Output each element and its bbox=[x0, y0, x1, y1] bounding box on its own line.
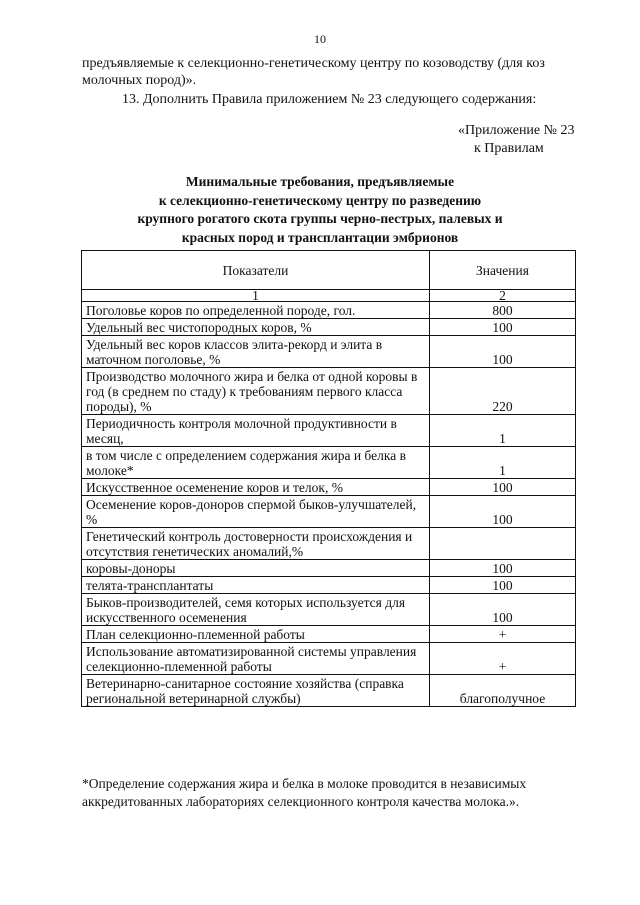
value-cell: 100 bbox=[430, 479, 576, 496]
title-line: крупного рогатого скота группы черно-пестрых, палевых и bbox=[137, 211, 503, 226]
indicator-cell: Поголовье коров по определенной породе, гол. bbox=[82, 302, 430, 319]
requirements-table bbox=[81, 250, 576, 707]
header-indicators: Показатели bbox=[82, 251, 430, 290]
indicator-cell: Периодичность контроля молочной продуктивности в месяц, bbox=[82, 415, 430, 447]
table-row bbox=[82, 302, 576, 319]
document-title bbox=[80, 173, 560, 247]
indicator-cell: Удельный вес коров классов элита-рекорд и элита в маточном поголовье, % bbox=[82, 336, 430, 368]
value-cell: 1 bbox=[430, 415, 576, 447]
column-number: 2 bbox=[430, 290, 576, 302]
table-row bbox=[82, 577, 576, 594]
indicator-cell: Осеменение коров-доноров спермой быков-улучшателей, % bbox=[82, 496, 430, 528]
table-row bbox=[82, 496, 576, 528]
table-row bbox=[82, 626, 576, 643]
table-row bbox=[82, 594, 576, 626]
indicator-cell: в том числе с определением содержания жира и белка в молоке* bbox=[82, 447, 430, 479]
table-row bbox=[82, 643, 576, 675]
table-row bbox=[82, 336, 576, 368]
indicator-cell: Производство молочного жира и белка от одной коровы в год (в среднем по стаду) к требованиям первого класса породы), % bbox=[82, 368, 430, 415]
value-cell: + bbox=[430, 626, 576, 643]
page-number: 10 bbox=[314, 32, 326, 46]
value-cell: 100 bbox=[430, 594, 576, 626]
table-row bbox=[82, 528, 576, 560]
value-cell: 100 bbox=[430, 336, 576, 368]
value-cell bbox=[430, 528, 576, 560]
indicator-cell: Ветеринарно-санитарное состояние хозяйства (справка региональной ветеринарной службы) bbox=[82, 675, 430, 707]
indicator-cell: Искусственное осеменение коров и телок, % bbox=[82, 479, 430, 496]
table-header-row bbox=[82, 251, 576, 290]
appendix-to-rules: к Правилам bbox=[474, 141, 544, 156]
table-row bbox=[82, 319, 576, 336]
appendix-number: «Приложение № 23 bbox=[458, 123, 575, 138]
indicator-cell: Удельный вес чистопородных коров, % bbox=[82, 319, 430, 336]
table-row bbox=[82, 415, 576, 447]
appendix-heading bbox=[458, 122, 575, 158]
value-cell: благополучное bbox=[430, 675, 576, 707]
indicator-cell: телята-трансплантаты bbox=[82, 577, 430, 594]
intro-line-1: предъявляемые к селекционно-генетическому центру по козоводству (для коз молочных пород)». bbox=[82, 56, 545, 88]
table-row bbox=[82, 447, 576, 479]
value-cell: 1 bbox=[430, 447, 576, 479]
value-cell: 800 bbox=[430, 302, 576, 319]
indicator-cell: коровы-доноры bbox=[82, 560, 430, 577]
title-line: Минимальные требования, предъявляемые bbox=[185, 174, 455, 189]
header-values: Значения bbox=[430, 251, 576, 290]
indicator-cell: План селекционно-племенной работы bbox=[82, 626, 430, 643]
value-cell: 220 bbox=[430, 368, 576, 415]
table-row bbox=[82, 675, 576, 707]
value-cell: 100 bbox=[430, 560, 576, 577]
intro-text bbox=[82, 55, 602, 108]
indicator-cell: Быков-производителей, семя которых используется для искусственного осеменения bbox=[82, 594, 430, 626]
table-row bbox=[82, 368, 576, 415]
value-cell: 100 bbox=[430, 496, 576, 528]
table-row bbox=[82, 479, 576, 496]
footnote: *Определение содержания жира и белка в молоке проводится в независимых аккредитованных лабораториях селекционного контроля качества молока.». bbox=[82, 776, 527, 809]
value-cell: 100 bbox=[430, 319, 576, 336]
column-number: 1 bbox=[82, 290, 430, 302]
title-line: красных пород и трансплантации эмбрионов bbox=[181, 229, 459, 245]
title-line: к селекционно-генетическому центру по разведению bbox=[158, 192, 482, 208]
value-cell: 100 bbox=[430, 577, 576, 594]
intro-line-2: 13. Дополнить Правила приложением № 23 следующего содержания: bbox=[122, 92, 537, 107]
table-row bbox=[82, 560, 576, 577]
indicator-cell: Использование автоматизированной системы управления селекционно-племенной работы bbox=[82, 643, 430, 675]
column-number-row bbox=[82, 290, 576, 302]
indicator-cell: Генетический контроль достоверности происхождения и отсутствия генетических аномалий,% bbox=[82, 528, 430, 560]
value-cell: + bbox=[430, 643, 576, 675]
